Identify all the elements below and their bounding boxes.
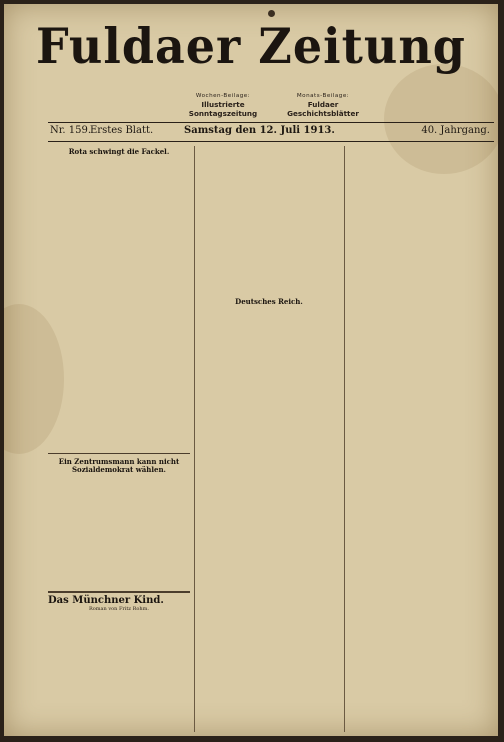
monthly-supplement-title: Fuldaer Geschichtsblätter [287,100,359,118]
edition-label: Erstes Blatt. [90,125,154,136]
column-2 [198,146,340,732]
feuilleton-heading: Das Münchner Kind. [48,595,164,606]
newspaper-page [4,4,498,736]
publisher-info-left [48,90,168,120]
masthead-title: Fuldaer Zeitung [36,17,466,75]
monthly-supplement [276,93,370,119]
article-heading: Rota schwingt die Fackel. [68,147,170,156]
punch-hole [268,10,275,17]
column-rule [194,146,195,732]
column-1 [48,146,190,732]
weekly-supplement-title: Illustrierte Sonntagszeitung [188,100,258,118]
article-body [48,159,190,449]
monthly-supplement-label: Monats-Beilage: [296,93,350,99]
issue-number: Nr. 159. [50,125,92,136]
divider [48,591,190,593]
article-body [348,146,490,731]
article-body [198,146,340,296]
date-bar [48,122,494,142]
divider [48,453,190,454]
weekly-supplement [176,93,270,119]
feuilleton-body [48,614,190,724]
weekly-supplement-label: Wochen-Beilage: [195,93,251,99]
issue-date: Samstag den 12. Juli 1913. [184,125,335,136]
publisher-info-right [374,90,494,120]
column-rule [344,146,345,732]
article-heading: Ein Zentrumsmann kann nicht Sozialdemokrat wählen. [58,457,180,474]
column-3 [348,146,490,732]
feuilleton-author: Roman von Fritz Rohm. [89,606,149,612]
article-heading: Deutsches Reich. [235,297,303,306]
article-body [48,477,190,587]
volume-label: 40. Jahrgang. [421,125,490,136]
article-body [198,309,340,732]
